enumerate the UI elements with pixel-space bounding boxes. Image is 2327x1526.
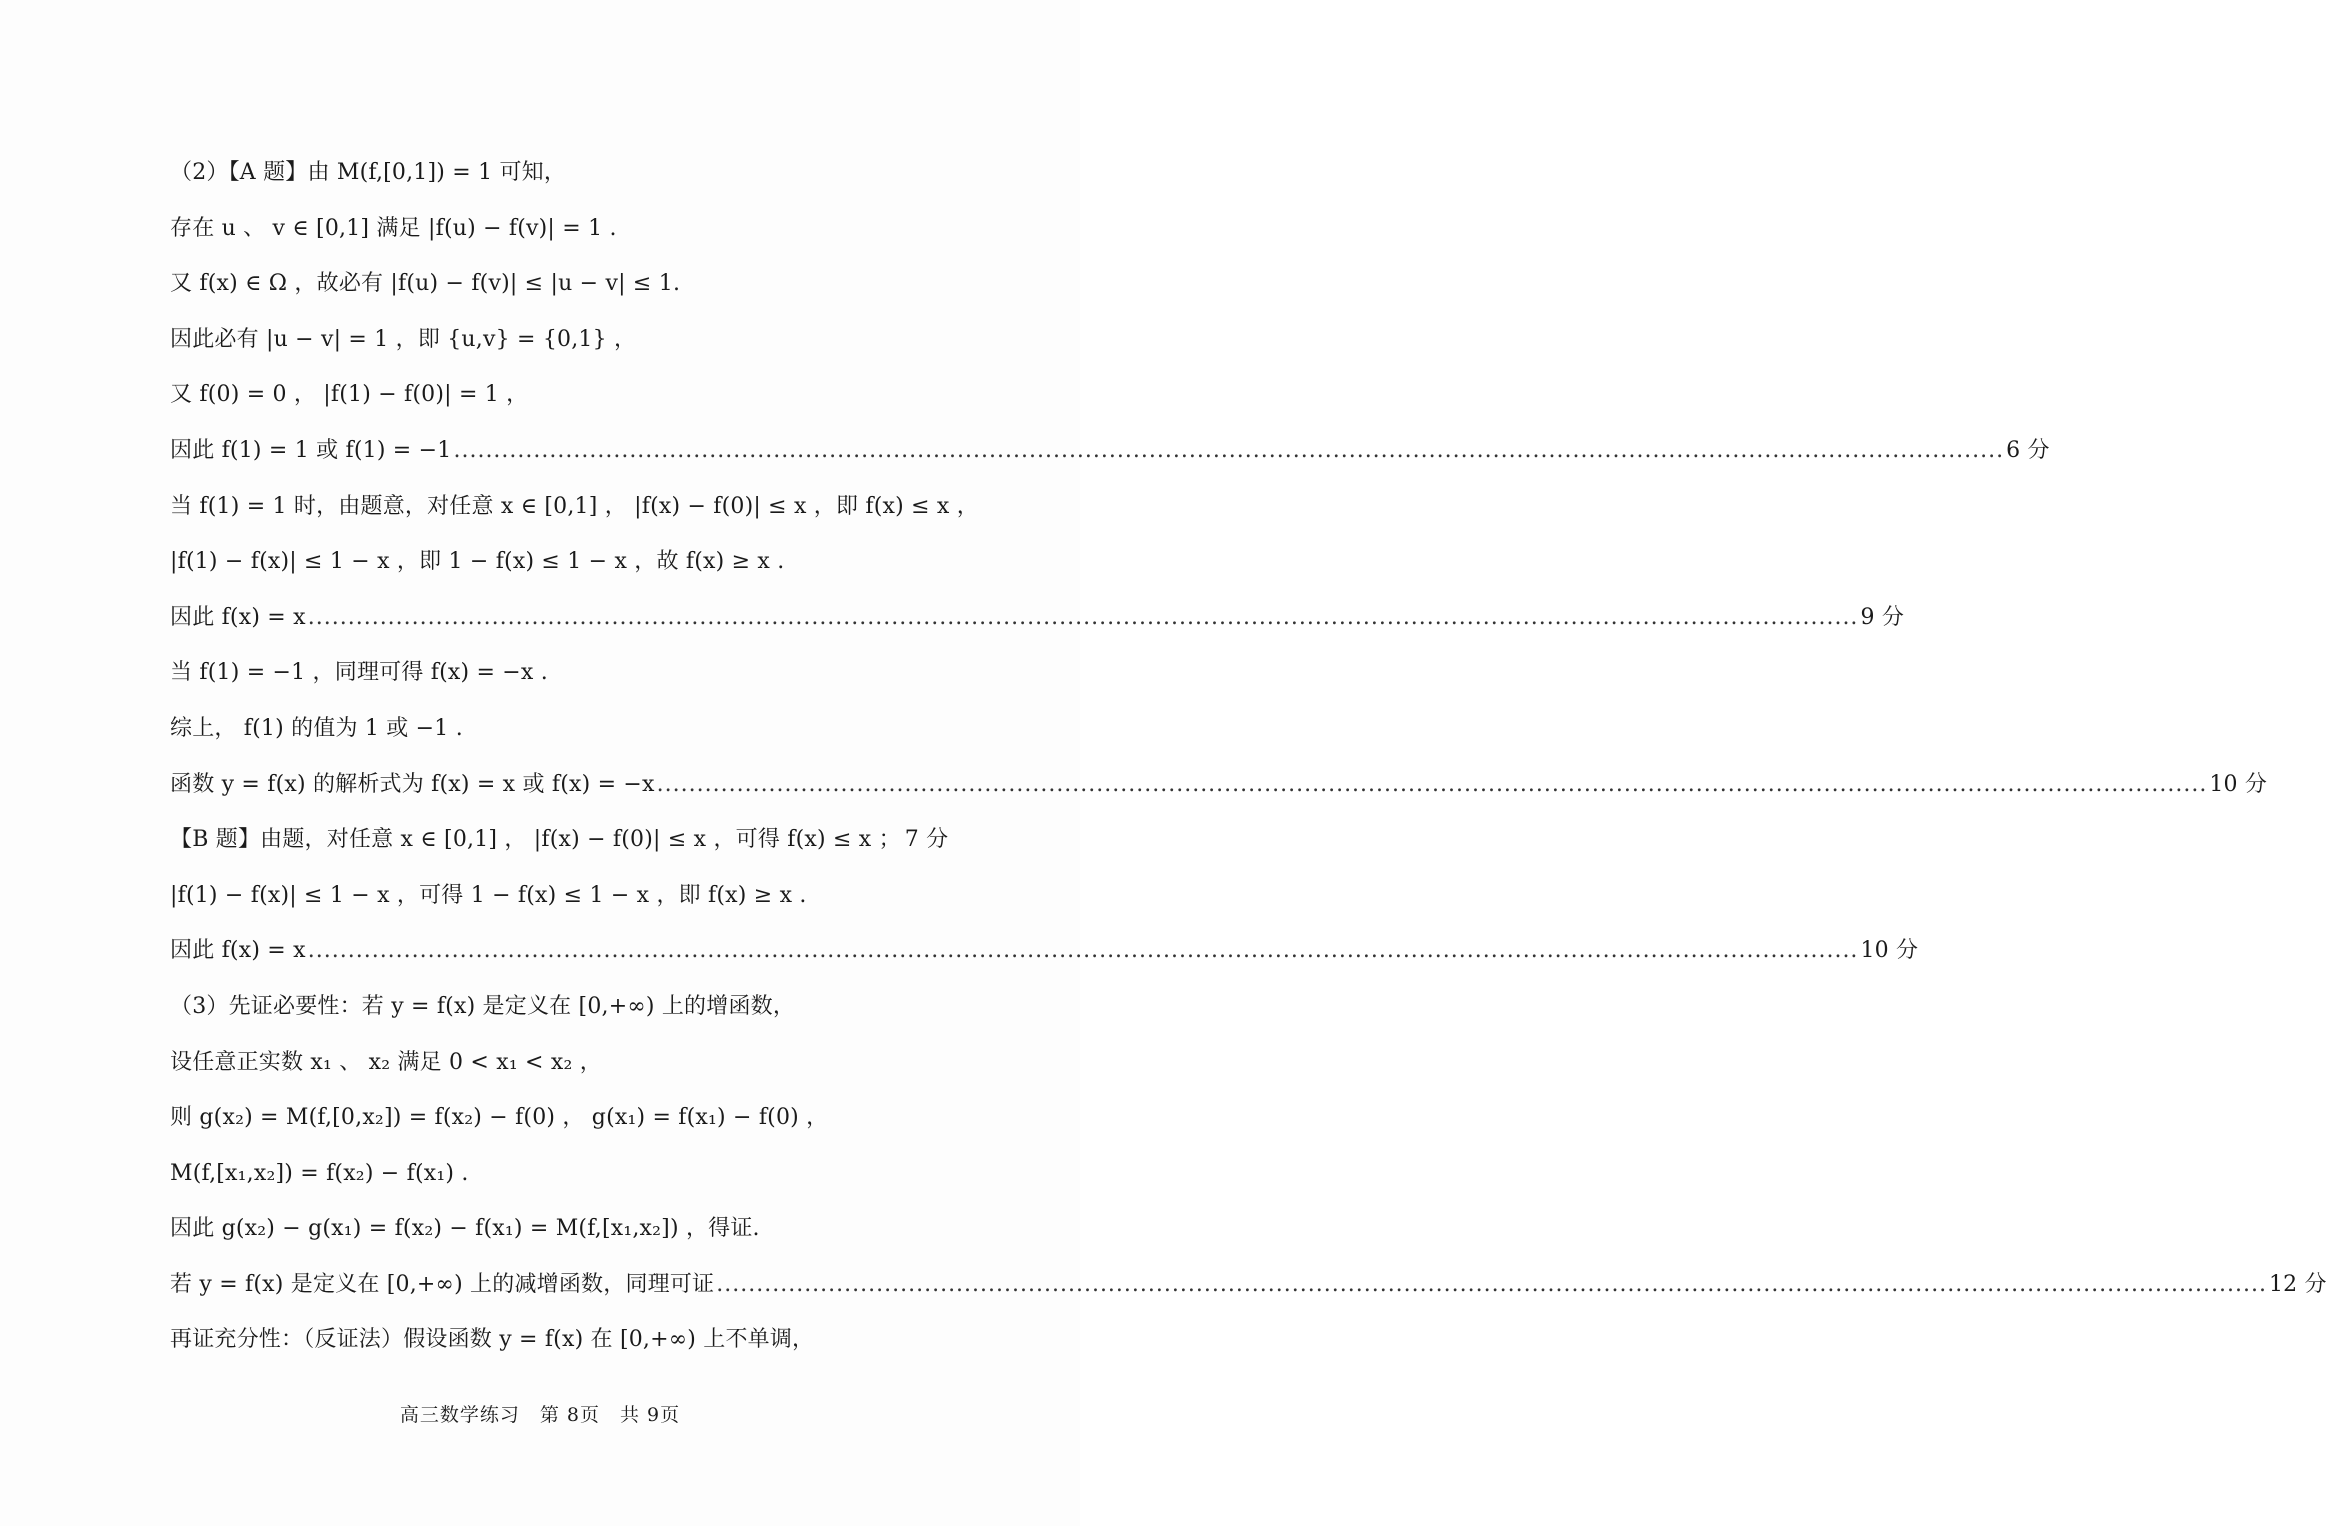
solution-line-scored <box>170 1262 2327 1318</box>
solution-line: 因此必有 |u − v| = 1 ，即 {u,v} = {0,1} ， <box>170 326 637 352</box>
solution-line: 当 f(1) = 1 时，由题意，对任意 x ∈ [0,1] ， |f(x) − f(0)| ≤ x ，即 f(x) ≤ x ， <box>170 493 979 519</box>
solution-line: 设任意正实数 x₁ 、 x₂ 满足 0 < x₁ < x₂ ， <box>170 1049 602 1075</box>
score-label: 10 分 <box>1860 938 1919 964</box>
dot-leader <box>308 928 1859 973</box>
solution-line: 综上， f(1) 的值为 1 或 −1 . <box>170 715 463 741</box>
solution-line: |f(1) − f(x)| ≤ 1 − x ，可得 1 − f(x) ≤ 1 − x ，即 f(x) ≥ x . <box>170 882 807 908</box>
solution-line: （2）【A 题】由 M(f,[0,1]) = 1 可知， <box>170 160 567 185</box>
dot-leader <box>453 428 2004 473</box>
solution-line: |f(1) − f(x)| ≤ 1 − x ，即 1 − f(x) ≤ 1 − x ，故 f(x) ≥ x . <box>170 549 785 575</box>
dot-leader <box>716 1262 2267 1307</box>
solution-line: 则 g(x₂) = M(f,[0,x₂]) = f(x₂) − f(0) ， g(x₁) = f(x₁) − f(0) ， <box>170 1105 829 1131</box>
score-label: 10 分 <box>2209 771 2268 797</box>
solution-line-text: 【B 题】由题，对任意 x ∈ [0,1] ， |f(x) − f(0)| ≤ x ，可得 f(x) ≤ x ； <box>170 827 901 853</box>
solution-line: 又 f(0) = 0 ， |f(1) − f(0)| = 1 ， <box>170 382 529 408</box>
solution-line-scored <box>170 595 1905 651</box>
solution-line: 再证充分性：（反证法）假设函数 y = f(x) 在 [0,+∞) 上不单调， <box>170 1327 815 1353</box>
solution-line-scored <box>170 928 1919 984</box>
solution-line-text: 因此 f(1) = 1 或 f(1) = −1 <box>170 437 452 463</box>
score-label: 6 分 <box>2006 437 2050 463</box>
solution-line: 又 f(x) ∈ Ω ，故必有 |f(u) − f(v)| ≤ |u − v| ≤ 1. <box>170 271 681 297</box>
solution-line-scored <box>170 762 2268 818</box>
solution-line-scored <box>170 428 2050 484</box>
solution-line: 存在 u 、 v ∈ [0,1] 满足 |f(u) − f(v)| = 1 . <box>170 215 617 241</box>
solution-line: （3）先证必要性：若 y = f(x) 是定义在 [0,+∞) 上的增函数， <box>170 993 796 1019</box>
page-footer: 高三数学练习 第 8页 共 9页 <box>399 1404 681 1426</box>
score-label: 12 分 <box>2268 1271 2327 1297</box>
solution-line: 因此 g(x₂) − g(x₁) = f(x₂) − f(x₁) = M(f,[x₁,x₂]) ，得证. <box>170 1216 760 1242</box>
score-label: 9 分 <box>1860 604 1905 630</box>
solution-line: 当 f(1) = −1 ，同理可得 f(x) = −x . <box>170 660 548 686</box>
solution-line: M(f,[x₁,x₂]) = f(x₂) − f(x₁) . <box>170 1160 469 1186</box>
dot-leader <box>308 595 1859 640</box>
solution-line-text: 因此 f(x) = x <box>170 938 306 964</box>
solution-line-text: 若 y = f(x) 是定义在 [0,+∞) 上的减增函数，同理可证 <box>170 1271 715 1297</box>
solution-line-text: 函数 y = f(x) 的解析式为 f(x) = x 或 f(x) = −x <box>170 771 655 797</box>
dot-leader <box>657 762 2208 807</box>
solution-body <box>170 150 2327 1373</box>
score-label: 7 分 <box>904 827 949 853</box>
solution-line-text: 因此 f(x) = x <box>170 604 306 630</box>
solution-line-scored <box>170 817 949 873</box>
